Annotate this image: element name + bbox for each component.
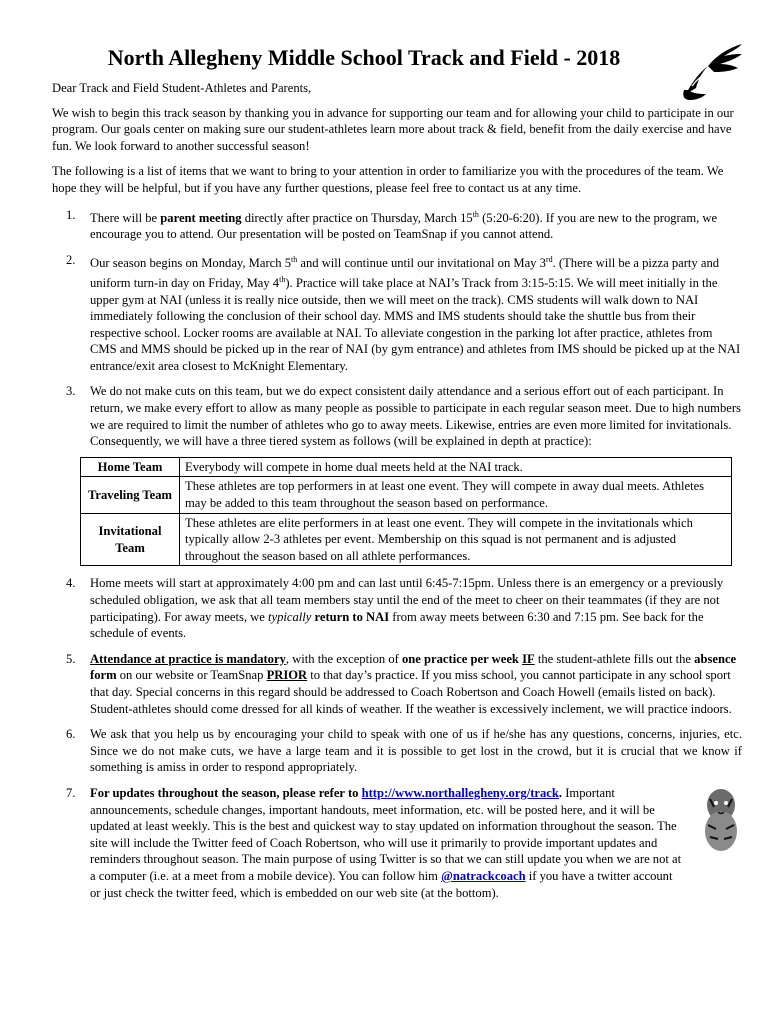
track-website-link[interactable]: http://www.northallegheny.org/track <box>361 785 559 800</box>
intro-paragraph: We wish to begin this track season by thanking you in advance for supporting our team and for allowing your child to participate in our program. Our goals center on making sure our student-athletes learn more about track & field, benefit from the daily exercise and have fun. We look forward to another successful season! <box>52 105 734 153</box>
greeting: Dear Track and Field Student-Athletes and Parents, <box>52 81 312 95</box>
letter-page <box>52 44 742 901</box>
list-item: 7. For updates throughout the season, please refer to http://www.northallegheny.org/track. Important announcements, schedule changes, important handouts, meet information, etc. will be posted here, and it will be updated at least weekly. This is the best and quickest way to stay updated on information throughout the season. The site will include the Twitter feed of Coach Robertson, who will use it primarily to provide important updates and reminders throughout season. The main purpose of using Twitter is so that we can still update you when we are not at a computer (i.e. at a meet from a mobile device). You can follow him @natrackcoach if you have a twitter account or just check the twitter feed, which is embedded on our web site (at the bottom). <box>52 785 742 901</box>
list-item: 6. We ask that you help us by encouraging your child to speak with one of us if he/she has any questions, concerns, injuries, etc. Since we do not make cuts, we have a large team and it is possible to get lost in the crowd, but it is crucial that we know if something is amiss in order to respond appropriately. <box>66 727 742 775</box>
items-list <box>52 207 742 450</box>
list-item: 2. Our season begins on Monday, March 5th and will continue until our invitational on May 3rd. (There will be a pizza party and uniform turn-in day on Friday, May 4th). Practice will take place at NAI’s Track from 3:15-5:15. We will meet initially in the upper gym at NAI (unless it is really nice outside, then we will meet on the track). CMS students will walk down to NAI immediately following the conclusion of their school day. MMS and IMS students should take the shuttle bus from their respective school. Locker rooms are available at NAI. To alleviate congestion in the parking lot after practice, athletes from CMS and MMS should be picked up in the rear of NAI (by gym entrance) and athletes from IMS should be picked up at the NAI entrance/exit area closest to McKnight Elementary. <box>66 252 741 373</box>
page-title: North Allegheny Middle School Track and Field - 2018 <box>107 45 621 70</box>
list-item: 1. There will be parent meeting directly after practice on Thursday, March 15th (5:20-6:20). If you are new to the program, we encourage you to attend. Our presentation will be posted on TeamSnap if you cannot attend. <box>66 207 718 242</box>
list-item: 4. Home meets will start at approximately 4:00 pm and can last until 6:45-7:15pm. Unless there is an emergency or a previously scheduled obligation, we ask that all team members stay until the end of the meet to cheer on their teammates (if they are not participating). For away meets, we typically return to NAI from away meets between 6:30 and 7:15 pm. See back for the schedule of events. <box>66 576 724 641</box>
tier-name: Home Team <box>81 457 180 477</box>
winged-foot-icon <box>678 42 744 102</box>
list-item: 3. We do not make cuts on this team, but we do expect consistent daily attendance and a serious effort out of each participant. In return, we make every effort to allow as many people as possible to participate in each regular season meet. Due to high numbers we are required to limit the number of athletes who go to away meets. Likewise, entries are even more limited for invitationals. Consequently, we will have a three tiered system as follows (will be explained in depth at practice): <box>66 384 741 449</box>
tier-desc: Everybody will compete in home dual meets held at the NAI track. <box>180 457 732 477</box>
table-row <box>81 513 732 566</box>
tier-table <box>80 457 732 567</box>
followup-paragraph: The following is a list of items that we want to bring to your attention in order to familiarize you with the procedures of the team. We hope they will be helpful, but if you have any further questions, please feel free to contact us at any time. <box>52 164 724 195</box>
list-item: 5. Attendance at practice is mandatory, with the exception of one practice per week IF the student-athlete fills out the absence form on our website or TeamSnap PRIOR to that day’s practice. If you miss school, you cannot participate in any school sport that day. Special concerns in this regard should be addressed to Coach Robertson and Coach Howell (emails listed on back). Student-athletes should come dressed for all kinds of weather. If the weather is excessively inclement, we will practice indoors. <box>66 651 737 716</box>
twitter-handle-link[interactable]: @natrackcoach <box>441 868 526 883</box>
items-list-continued <box>52 575 742 901</box>
tiger-icon <box>700 785 742 853</box>
tier-desc: These athletes are top performers in at least one event. They will compete in away dual meets. Athletes may be added to this team throughout the season based on performance. <box>180 477 732 513</box>
tier-desc: These athletes are elite performers in at least one event. They will compete in the invitationals which typically allow 2-3 athletes per event. Membership on this squad is not permanent and is adjusted throughout the season based on all athlete performances. <box>180 513 732 566</box>
table-row <box>81 457 732 477</box>
tier-name: Traveling Team <box>81 477 180 513</box>
tier-name: Invitational Team <box>81 513 180 566</box>
table-row <box>81 477 732 513</box>
